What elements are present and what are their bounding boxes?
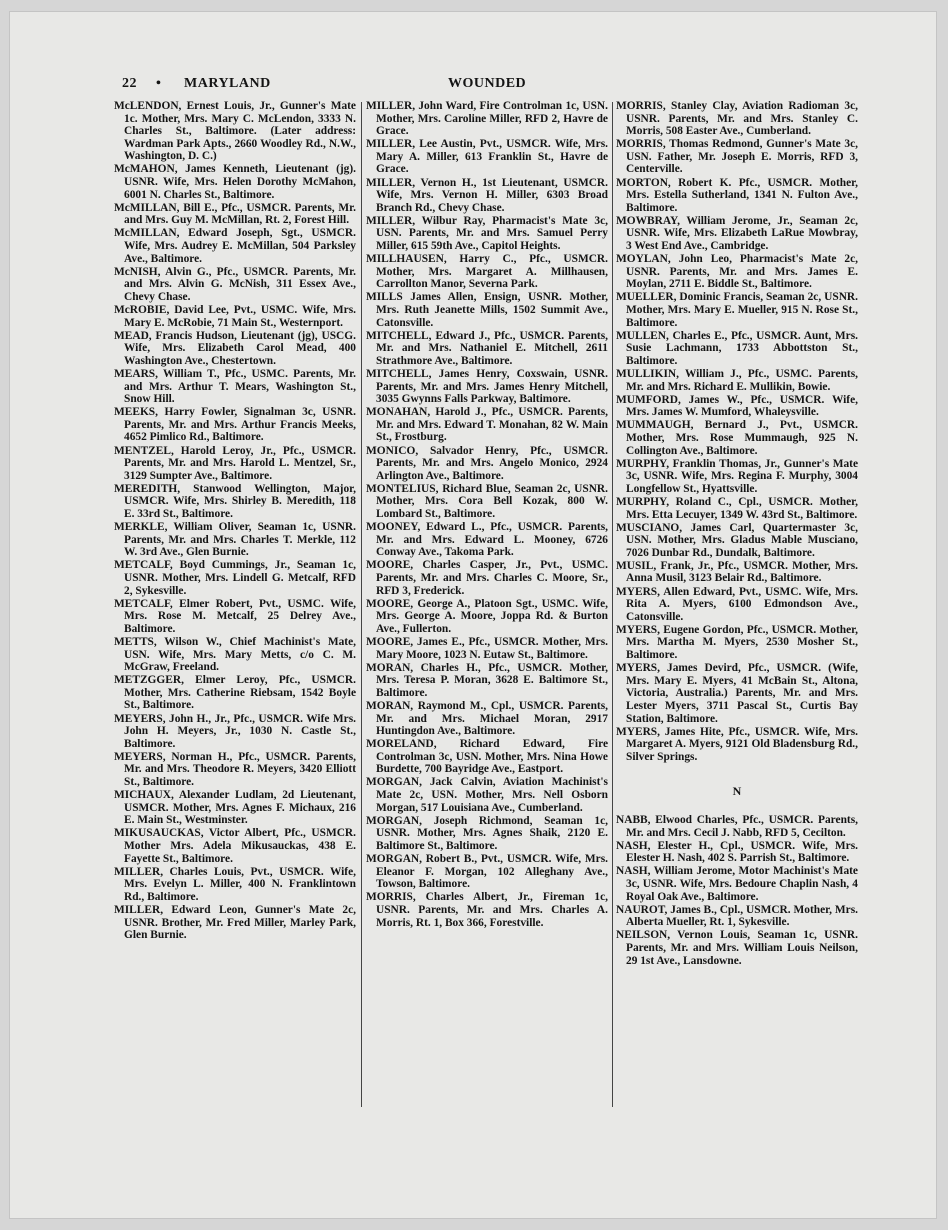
casualty-entry: MYERS, James Hite, Pfc., USMCR. Wife, Mrs. Margaret A. Myers, 9121 Old Bladensburg Rd., Silver Springs.	[616, 725, 858, 763]
casualty-entry: MITCHELL, James Henry, Coxswain, USNR. Parents, Mr. and Mrs. James Henry Mitchell, 3035 Gwynns Falls Parkway, Baltimore.	[366, 367, 608, 406]
column-divider	[361, 102, 362, 1107]
casualty-entry: MILLER, Wilbur Ray, Pharmacist's Mate 3c, USN. Parents, Mr. and Mrs. Samuel Perry Miller, 615 59th Ave., Capitol Heights.	[366, 214, 608, 253]
document-page	[10, 12, 936, 1218]
casualty-entry: MORRIS, Stanley Clay, Aviation Radioman 3c, USNR. Parents, Mr. and Mrs. Stanley C. Morris, 508 Easter Ave., Cumberland.	[616, 100, 858, 138]
casualty-entry: MILLS James Allen, Ensign, USNR. Mother, Mrs. Ruth Jeanette Mills, 1502 Summit Ave., Catonsville.	[366, 291, 608, 329]
casualty-entry: McMILLAN, Bill E., Pfc., USMCR. Parents, Mr. and Mrs. Guy M. McMillan, Rt. 2, Forest Hill.	[114, 201, 356, 227]
casualty-entry: MORGAN, Robert B., Pvt., USMCR. Wife, Mrs. Eleanor F. Morgan, 102 Alleghany Ave., Towson, Baltimore.	[366, 853, 608, 891]
casualty-entry: McLENDON, Ernest Louis, Jr., Gunner's Mate 1c. Mother, Mrs. Mary C. McLendon, 3333 N. Charles St., Baltimore. (Later address: Wardman Park Apts., 2660 Woodley Rd., N.W., Washington, D. C.)	[114, 100, 356, 163]
casualty-entry: NABB, Elwood Charles, Pfc., USMCR. Parents, Mr. and Mrs. Cecil J. Nabb, RFD 5, Cecilton.	[616, 813, 858, 839]
casualty-entry: MERKLE, William Oliver, Seaman 1c, USNR. Parents, Mr. and Mrs. Charles T. Merkle, 112 W. 3rd Ave., Glen Burnie.	[114, 521, 356, 559]
casualty-entry: MORGAN, Jack Calvin, Aviation Machinist's Mate 2c, USN. Mother, Mrs. Nell Osborn Morgan, 517 Louisiana Ave., Cumberland.	[366, 776, 608, 814]
casualty-entry: MEEKS, Harry Fowler, Signalman 3c, USNR. Parents, Mr. and Mrs. Arthur Francis Meeks, 4652 Pimlico Rd., Baltimore.	[114, 406, 356, 444]
casualty-entry: MURPHY, Roland C., Cpl., USMCR. Mother, Mrs. Etta Lecuyer, 1349 W. 43rd St., Baltimore.	[616, 495, 858, 521]
casualty-entry: MORAN, Charles H., Pfc., USMCR. Mother, Mrs. Teresa P. Moran, 3628 E. Baltimore St., Baltimore.	[366, 661, 608, 699]
casualty-entry: MORRIS, Charles Albert, Jr., Fireman 1c, USNR. Parents, Mr. and Mrs. Charles A. Morris, Rt. 1, Box 366, Forestville.	[366, 891, 608, 929]
casualty-entry: MILLER, Edward Leon, Gunner's Mate 2c, USNR. Brother, Mr. Fred Miller, Marley Park, Glen Burnie.	[114, 903, 356, 942]
casualty-entry: MITCHELL, Edward J., Pfc., USMCR. Parents, Mr. and Mrs. Nathaniel E. Mitchell, 2611 Strathmore Ave., Baltimore.	[366, 329, 608, 367]
casualty-entry: MILLER, Lee Austin, Pvt., USMCR. Wife, Mrs. Mary A. Miller, 613 Franklin St., Havre de Grace.	[366, 138, 608, 176]
column-2	[366, 100, 608, 930]
casualty-entry: MUELLER, Dominic Francis, Seaman 2c, USNR. Mother, Mrs. Mary E. Mueller, 915 N. Rose St., Baltimore.	[616, 291, 858, 329]
casualty-entry: MILLHAUSEN, Harry C., Pfc., USMCR. Mother, Mrs. Margaret A. Millhausen, Carrollton Manor, Severna Park.	[366, 253, 608, 291]
casualty-entry: MENTZEL, Harold Leroy, Jr., Pfc., USMCR. Parents, Mr. and Mrs. Harold L. Mentzel, Sr., 3129 Sumpter Ave., Baltimore.	[114, 444, 356, 482]
header-bullet: •	[156, 76, 162, 91]
casualty-entry: MILLER, Charles Louis, Pvt., USMCR. Wife, Mrs. Evelyn L. Miller, 400 N. Franklintown Rd., Baltimore.	[114, 865, 356, 903]
casualty-entry: MEYERS, Norman H., Pfc., USMCR. Parents, Mr. and Mrs. Theodore R. Meyers, 3420 Elliott St., Baltimore.	[114, 750, 356, 788]
casualty-entry: MYERS, James Devird, Pfc., USMCR. (Wife, Mrs. Mary E. Myers, 41 McBain St., Altona, Victoria, Australia.) Parents, Mr. and Mrs. Lester Myers, 3711 Pascal St., Curtis Bay Station, Baltimore.	[616, 662, 858, 725]
casualty-entry: McMILLAN, Edward Joseph, Sgt., USMCR. Wife, Mrs. Audrey E. McMillan, 504 Parksley Ave., Baltimore.	[114, 227, 356, 265]
casualty-entry: MUMFORD, James W., Pfc., USMCR. Wife, Mrs. James W. Mumford, Whaleysville.	[616, 393, 858, 419]
casualty-entry: MEREDITH, Stanwood Wellington, Major, USMCR. Wife, Mrs. Shirley B. Meredith, 118 E. 33rd St., Baltimore.	[114, 482, 356, 520]
casualty-entry: MORELAND, Richard Edward, Fire Controlman 3c, USN. Mother, Mrs. Nina Howe Burdette, 700 Bayridge Ave., Eastport.	[366, 738, 608, 776]
casualty-entry: MORAN, Raymond M., Cpl., USMCR. Parents, Mr. and Mrs. Michael Moran, 2917 Huntingdon Ave., Baltimore.	[366, 699, 608, 738]
casualty-entry: MEAD, Francis Hudson, Lieutenant (jg), USCG. Wife, Mrs. Elizabeth Carol Mead, 400 Washington Ave., Chestertown.	[114, 329, 356, 367]
casualty-entry: MORRIS, Thomas Redmond, Gunner's Mate 3c, USN. Father, Mr. Joseph E. Morris, RFD 3, Centerville.	[616, 138, 858, 176]
casualty-entry: MULLEN, Charles E., Pfc., USMCR. Aunt, Mrs. Susie Lachmann, 1733 Abbottston St., Baltimore.	[616, 329, 858, 367]
casualty-entry: MEYERS, John H., Jr., Pfc., USMCR. Wife Mrs. John H. Meyers, Jr., 1030 N. Castle St., Baltimore.	[114, 712, 356, 750]
casualty-entry: MILLER, Vernon H., 1st Lieutenant, USMCR. Wife, Mrs. Vernon H. Miller, 6303 Broad Branch Rd., Chevy Chase.	[366, 176, 608, 214]
casualty-entry: MURPHY, Franklin Thomas, Jr., Gunner's Mate 3c, USNR. Wife, Mrs. Regina F. Murphy, 3004 Longfellow St., Hyattsville.	[616, 457, 858, 495]
casualty-entry: MONTELIUS, Richard Blue, Seaman 2c, USNR. Mother, Mrs. Cora Bell Kozak, 800 W. Lombard St., Baltimore.	[366, 482, 608, 520]
casualty-entry: MONICO, Salvador Henry, Pfc., USMCR. Parents, Mr. and Mrs. Angelo Monico, 2924 Arlington Ave., Baltimore.	[366, 444, 608, 482]
casualty-entry: MOORE, George A., Platoon Sgt., USMC. Wife, Mrs. George A. Moore, Joppa Rd. & Burton Ave., Fullerton.	[366, 597, 608, 635]
casualty-entry: MYERS, Eugene Gordon, Pfc., USMCR. Mother, Mrs. Martha M. Myers, 2530 Mosher St., Baltimore.	[616, 623, 858, 662]
casualty-entry: MOORE, Charles Casper, Jr., Pvt., USMC. Parents, Mr. and Mrs. Charles C. Moore, Sr., RFD 3, Frederick.	[366, 559, 608, 597]
column-3	[616, 100, 858, 968]
casualty-entry: MIKUSAUCKAS, Victor Albert, Pfc., USMCR. Mother Mrs. Adela Mikusauckas, 438 E. Fayette St., Baltimore.	[114, 827, 356, 865]
casualty-entry: NEILSON, Vernon Louis, Seaman 1c, USNR. Parents, Mr. and Mrs. William Louis Neilson, 29 1st Ave., Lansdowne.	[616, 929, 858, 967]
casualty-entry: McROBIE, David Lee, Pvt., USMC. Wife, Mrs. Mary E. McRobie, 71 Main St., Westernport.	[114, 304, 356, 329]
casualty-entry: MOORE, James E., Pfc., USMCR. Mother, Mrs. Mary Moore, 1023 N. Eutaw St., Baltimore.	[366, 635, 608, 661]
page-header	[122, 76, 862, 96]
casualty-entry: METZGGER, Elmer Leroy, Pfc., USMCR. Mother, Mrs. Catherine Riebsam, 1542 Boyle St., Baltimore.	[114, 674, 356, 712]
page-number: 22	[122, 76, 137, 91]
casualty-entry: McMAHON, James Kenneth, Lieutenant (jg). USNR. Wife, Mrs. Helen Dorothy McMahon, 6001 N. Charles St., Baltimore.	[114, 163, 356, 201]
casualty-entry: MILLER, John Ward, Fire Controlman 1c, USN. Mother, Mrs. Caroline Miller, RFD 2, Havre de Grace.	[366, 100, 608, 138]
section-letter-n: N	[732, 784, 742, 799]
casualty-entry: MONAHAN, Harold J., Pfc., USMCR. Parents, Mr. and Mrs. Edward T. Monahan, 82 W. Main St., Frostburg.	[366, 406, 608, 444]
casualty-entry: MYERS, Allen Edward, Pvt., USMC. Wife, Mrs. Rita A. Myers, 6100 Edmondson Ave., Catonsville.	[616, 585, 858, 623]
casualty-entry: NASH, William Jerome, Motor Machinist's Mate 3c, USNR. Wife, Mrs. Bedoure Chaplin Nash, 4 Royal Oak Ave., Baltimore.	[616, 865, 858, 903]
casualty-entry: METTS, Wilson W., Chief Machinist's Mate, USN. Wife, Mrs. Mary Metts, c/o C. M. McGraw, Freeland.	[114, 635, 356, 674]
casualty-entry: MUMMAUGH, Bernard J., Pvt., USMCR. Mother, Mrs. Rose Mummaugh, 925 N. Collington Ave., Baltimore.	[616, 419, 858, 457]
casualty-entry: METCALF, Boyd Cummings, Jr., Seaman 1c, USNR. Mother, Mrs. Lindell G. Metcalf, RFD 2, Sykesville.	[114, 559, 356, 597]
casualty-entry: MOONEY, Edward L., Pfc., USMCR. Parents, Mr. and Mrs. Edward L. Mooney, 6726 Conway Ave., Takoma Park.	[366, 521, 608, 559]
column-1	[114, 100, 356, 942]
casualty-entry: MICHAUX, Alexander Ludlam, 2d Lieutenant, USMCR. Mother, Mrs. Agnes F. Michaux, 216 E. Main St., Westminster.	[114, 789, 356, 827]
section-heading: WOUNDED	[448, 76, 527, 91]
casualty-entry: MEARS, William T., Pfc., USMC. Parents, Mr. and Mrs. Arthur T. Mears, Washington St., Snow Hill.	[114, 367, 356, 406]
casualty-entry: MULLIKIN, William J., Pfc., USMC. Parents, Mr. and Mrs. Richard E. Mullikin, Bowie.	[616, 367, 858, 393]
casualty-entry: NASH, Elester H., Cpl., USMCR. Wife, Mrs. Elester H. Nash, 402 S. Parrish St., Baltimore.	[616, 839, 858, 865]
casualty-entry: MORTON, Robert K. Pfc., USMCR. Mother, Mrs. Estella Sutherland, 1341 N. Fulton Ave., Baltimore.	[616, 176, 858, 214]
column-divider	[612, 102, 613, 1107]
casualty-entry: MUSIL, Frank, Jr., Pfc., USMCR. Mother, Mrs. Anna Musil, 3123 Belair Rd., Baltimore.	[616, 559, 858, 585]
casualty-entry: MORGAN, Joseph Richmond, Seaman 1c, USNR. Mother, Mrs. Agnes Shaik, 2120 E. Baltimore St., Baltimore.	[366, 814, 608, 852]
casualty-entry: McNISH, Alvin G., Pfc., USMCR. Parents, Mr. and Mrs. Alvin G. McNish, 311 Essex Ave., Chevy Chase.	[114, 265, 356, 303]
casualty-entry: MOYLAN, John Leo, Pharmacist's Mate 2c, USNR. Parents, Mr. and Mrs. James E. Moylan, 2711 E. Biddle St., Baltimore.	[616, 253, 858, 291]
casualty-entry: MOWBRAY, William Jerome, Jr., Seaman 2c, USNR. Wife, Mrs. Elizabeth LaRue Mowbray, 3 West End Ave., Cambridge.	[616, 214, 858, 253]
casualty-entry: MUSCIANO, James Carl, Quartermaster 3c, USN. Mother, Mrs. Gladus Mable Musciano, 7026 Dunbar Rd., Dundalk, Baltimore.	[616, 521, 858, 559]
casualty-entry: METCALF, Elmer Robert, Pvt., USMC. Wife, Mrs. Rose M. Metcalf, 25 Delrey Ave., Baltimore.	[114, 597, 356, 635]
casualty-entry: NAUROT, James B., Cpl., USMCR. Mother, Mrs. Alberta Mueller, Rt. 1, Sykesville.	[616, 903, 858, 929]
state-heading: MARYLAND	[184, 76, 271, 91]
